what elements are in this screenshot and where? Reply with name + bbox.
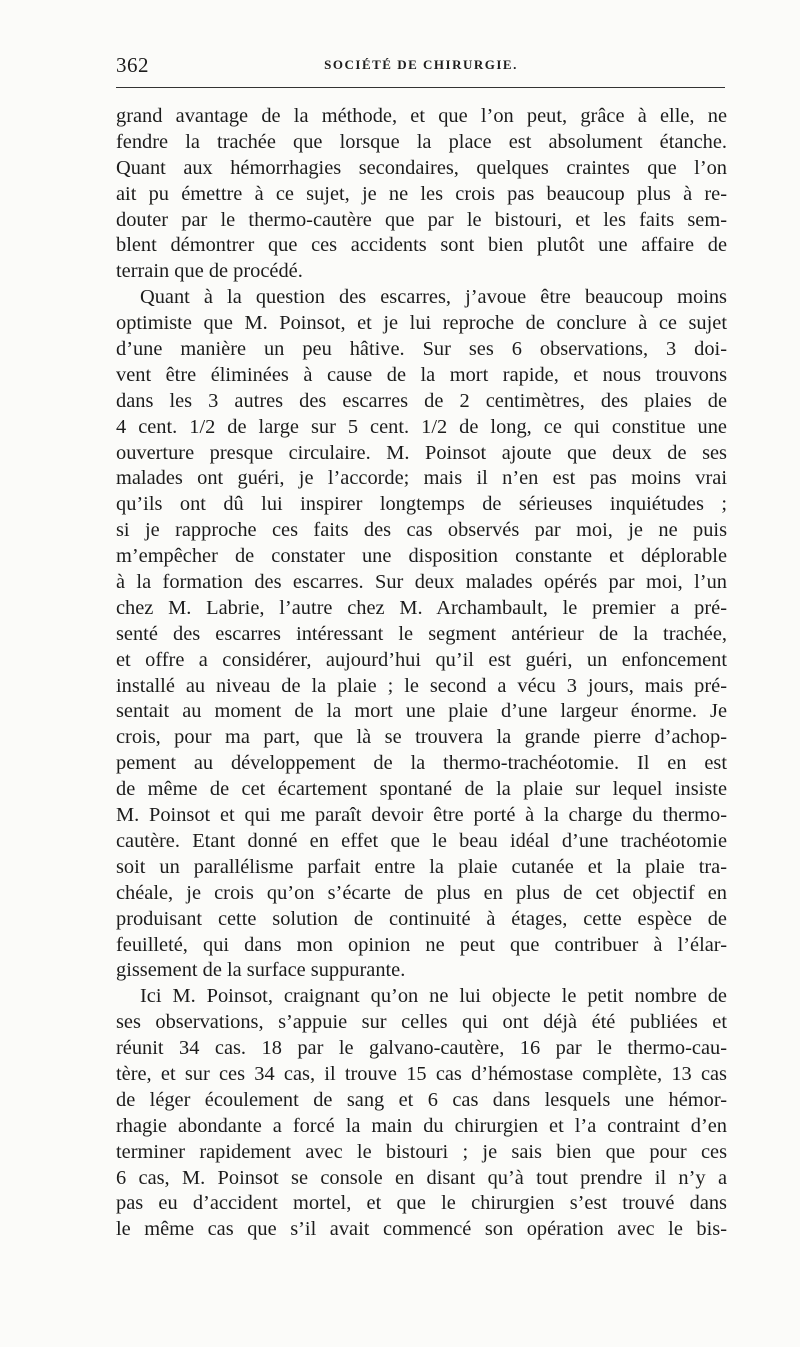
text-line: ses observations, s’appuie sur celles qui ont déjà été publiées et — [116, 1011, 727, 1034]
text-line: terrain que de procédé. — [116, 260, 303, 283]
text-line: soit un parallélisme parfait entre la plaie cutanée et la plaie tra- — [116, 855, 727, 878]
text-line: douter par le thermo-cautère que par le bistouri, et les faits sem- — [116, 208, 727, 231]
text-line: le même cas que s’il avait commencé son opération avec le bis- — [116, 1218, 727, 1241]
text-line: malades ont guéri, je l’accorde; mais il n’en est pas moins vrai — [116, 467, 727, 490]
text-line: pement au développement de la thermo-trachéotomie. Il en est — [116, 752, 727, 775]
text-line: blent démontrer que ces accidents sont bien plutôt une affaire de — [116, 234, 727, 257]
body-text — [116, 104, 727, 1243]
text-line: de même de cet écartement spontané de la plaie sur lequel insiste — [116, 778, 727, 801]
text-line: dans les 3 autres des escarres de 2 centimètres, des plaies de — [116, 389, 727, 412]
page-header — [116, 50, 726, 80]
text-line: gissement de la surface suppurante. — [116, 959, 406, 982]
text-line: de léger écoulement de sang et 6 cas dans lesquels une hémor- — [116, 1088, 727, 1111]
text-line: senté des escarres intéressant le segment antérieur de la trachée, — [116, 622, 727, 645]
text-line: ait pu émettre à ce sujet, je ne les crois pas beaucoup plus à re- — [116, 182, 727, 205]
text-line: chéale, je crois qu’on s’écarte de plus en plus de cet objectif en — [116, 881, 727, 904]
running-title: SOCIÉTÉ DE CHIRURGIE. — [324, 57, 518, 72]
text-line: chez M. Labrie, l’autre chez M. Archambault, le premier a pré- — [116, 596, 727, 619]
paragraph-start-line: Quant à la question des escarres, j’avoue être beaucoup moins — [140, 286, 727, 309]
text-line: réunit 34 cas. 18 par le galvano-cautère, 16 par le thermo-cau- — [116, 1037, 727, 1060]
text-line: M. Poinsot et qui me paraît devoir être porté à la charge du thermo- — [116, 804, 727, 827]
text-line: grand avantage de la méthode, et que l’on peut, grâce à elle, ne — [116, 105, 727, 127]
text-line: fendre la trachée que lorsque la place est absolument étanche. — [116, 130, 727, 153]
text-line: ouverture presque circulaire. M. Poinsot ajoute que deux de ses — [116, 441, 727, 464]
page-number: 362 — [116, 53, 149, 77]
text-line: à la formation des escarres. Sur deux malades opérés par moi, l’un — [116, 571, 727, 594]
paragraph-start-line: Ici M. Poinsot, craignant qu’on ne lui objecte le petit nombre de — [140, 985, 727, 1008]
text-line: installé au niveau de la plaie ; le second a vécu 3 jours, mais pré- — [116, 674, 727, 697]
header-rule — [116, 87, 725, 88]
text-line: produisant cette solution de continuité à étages, cette espèce de — [116, 907, 727, 930]
text-line: feuilleté, qui dans mon opinion ne peut que contribuer à l’élar- — [116, 933, 727, 956]
text-line: cautère. Etant donné en effet que le beau idéal d’une trachéotomie — [116, 829, 727, 852]
text-line: pas eu d’accident mortel, et que le chirurgien s’est trouvé dans — [116, 1192, 727, 1215]
text-line: 4 cent. 1/2 de large sur 5 cent. 1/2 de long, ce qui constitue une — [116, 415, 727, 438]
text-line: sentait au moment de la mort une plaie d’une largeur énorme. Je — [116, 700, 727, 723]
text-line: si je rapproche ces faits des cas observés par moi, je ne puis — [116, 519, 727, 542]
text-line: Quant aux hémorrhagies secondaires, quelques craintes que l’on — [116, 156, 727, 179]
text-line: d’une manière un peu hâtive. Sur ses 6 observations, 3 doi- — [116, 338, 727, 361]
text-line: vent être éliminées à cause de la mort rapide, et nous trouvons — [116, 363, 727, 386]
text-line: qu’ils ont dû lui inspirer longtemps de sérieuses inquiétudes ; — [116, 493, 727, 516]
text-line: terminer rapidement avec le bistouri ; je sais bien que pour ces — [116, 1140, 727, 1163]
text-line: crois, pour ma part, que là se trouvera la grande pierre d’achop- — [116, 726, 727, 749]
text-line: 6 cas, M. Poinsot se console en disant qu’à tout prendre il n’y a — [116, 1166, 727, 1189]
text-line: optimiste que M. Poinsot, et je lui reproche de conclure à ce sujet — [116, 312, 727, 335]
text-line: m’empêcher de constater une disposition constante et déplorable — [116, 545, 727, 568]
text-line: rhagie abondante a forcé la main du chirurgien et l’a contraint d’en — [116, 1114, 727, 1137]
text-line: et offre a considérer, aujourd’hui qu’il est guéri, un enfoncement — [116, 648, 727, 671]
text-line: tère, et sur ces 34 cas, il trouve 15 cas d’hémostase complète, 13 cas — [116, 1062, 727, 1085]
